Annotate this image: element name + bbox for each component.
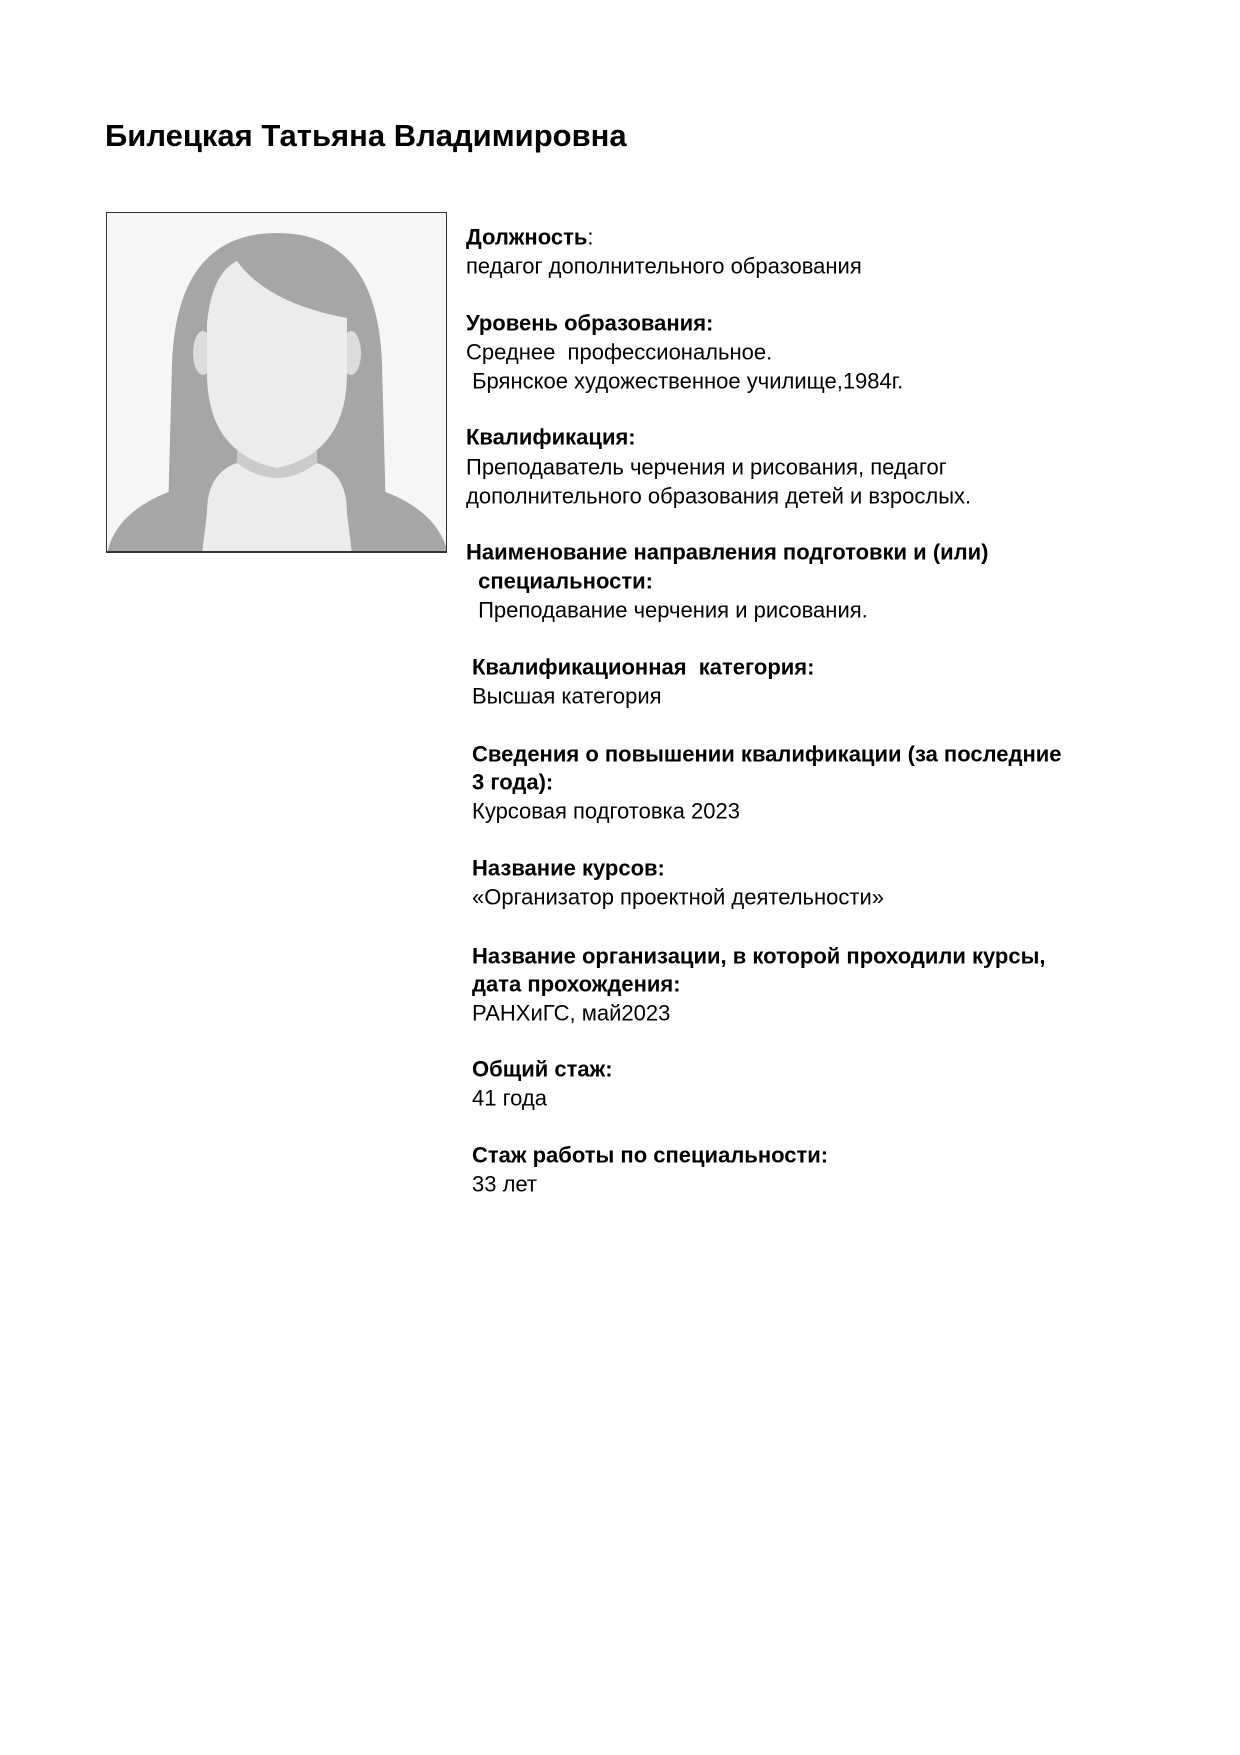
line-text: дата прохождения: [472, 971, 681, 997]
line-text: Сведения о повышении квалификации (за последние [472, 741, 1062, 767]
line-text: Высшая категория [472, 683, 662, 709]
field-label [472, 854, 665, 883]
line-text: Преподаватель черчения и рисования, педагог [466, 454, 947, 480]
field-value [466, 482, 971, 511]
field-label [466, 309, 713, 338]
line-text: Квалификационная категория: [472, 654, 815, 680]
field-value [466, 367, 903, 396]
field-value [472, 596, 868, 625]
line-text: Брянское художественное училище,1984г. [466, 368, 904, 394]
line-text: Среднее профессиональное. [466, 339, 773, 365]
field-label [472, 653, 814, 682]
line-text: дополнительного образования детей и взрослых. [466, 483, 972, 509]
field-label [472, 1055, 613, 1084]
field-value [472, 682, 662, 711]
field-value [466, 252, 862, 281]
field-value [466, 453, 947, 482]
line-text: специальности: [472, 568, 653, 594]
line-text: 3 года): [472, 769, 554, 795]
field-label [472, 970, 681, 999]
field-value [472, 797, 740, 826]
field-value [472, 1084, 547, 1113]
field-label [472, 768, 553, 797]
line-text: Название организации, в которой проходили курсы, [472, 943, 1046, 969]
line-text: Квалификация: [466, 424, 636, 450]
label-colon: : [587, 224, 594, 250]
line-text: Должность [466, 224, 588, 250]
line-text: Общий стаж: [472, 1056, 613, 1082]
line-text: «Организатор проектной деятельности» [472, 884, 885, 910]
field-label [466, 223, 594, 252]
page-title: Билецкая Татьяна Владимировна [105, 118, 627, 153]
line-text: Преподавание черчения и рисования. [472, 597, 868, 623]
line-text: Курсовая подготовка 2023 [472, 798, 740, 824]
field-label [472, 942, 1046, 971]
line-text: педагог дополнительного образования [466, 253, 862, 279]
field-label [466, 538, 989, 567]
field-label [472, 740, 1062, 769]
line-text: Уровень образования: [466, 310, 714, 336]
field-label [472, 1141, 828, 1170]
profile-photo [106, 212, 447, 553]
field-label [472, 567, 653, 596]
field-value [472, 999, 670, 1028]
female-avatar-placeholder-icon [107, 213, 447, 553]
field-value [472, 1170, 537, 1199]
field-value [472, 883, 884, 912]
line-text: Стаж работы по специальности: [472, 1142, 829, 1168]
line-text: Наименование направления подготовки и (или) [466, 539, 989, 565]
line-text: 33 лет [472, 1171, 538, 1197]
field-value [466, 338, 772, 367]
line-text: РАНХиГС, май2023 [472, 1000, 671, 1026]
line-text: 41 года [472, 1085, 547, 1111]
field-label [466, 423, 636, 452]
line-text: Название курсов: [472, 855, 665, 881]
